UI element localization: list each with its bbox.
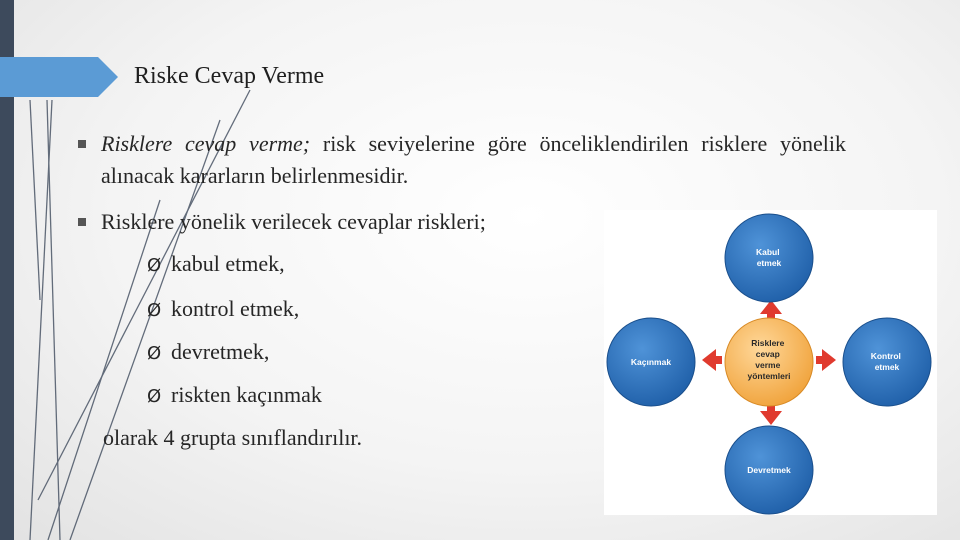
square-bullet-icon	[78, 218, 86, 226]
arrow-bullet-icon: Ø	[147, 386, 162, 407]
arrow-down-icon	[760, 405, 782, 425]
arrow-left-icon	[702, 349, 722, 371]
sub-item: Ø riskten kaçınmak	[147, 379, 322, 413]
responses-text: Risklere yönelik verilecek cevaplar riskleri;	[101, 209, 486, 234]
definition-text: risk seviyelerine göre önceliklendirilen risklere yönelik alınacak kararların belirlenmesidir.	[101, 131, 846, 188]
sub-item: Ø devretmek,	[147, 336, 269, 370]
svg-text:Kontrol etmek: Kontrol etmek	[870, 351, 901, 372]
arrow-bullet-icon: Ø	[147, 255, 162, 276]
slide-title: Riske Cevap Verme	[134, 63, 325, 89]
risk-response-diagram	[604, 210, 937, 515]
square-bullet-icon	[78, 140, 86, 148]
sub-item: Ø kabul etmek,	[147, 248, 285, 282]
arrow-right-icon	[816, 349, 836, 371]
sub-item: Ø kontrol etmek,	[147, 293, 299, 327]
arrow-up-icon	[760, 300, 782, 320]
closing-text: olarak 4 grupta sınıflandırılır.	[103, 425, 363, 450]
svg-text:Kaçınmak: Kaçınmak	[630, 357, 672, 367]
title-tab	[0, 57, 118, 97]
arrow-bullet-icon: Ø	[147, 343, 162, 364]
bullet-definition	[76, 128, 846, 192]
svg-text:Kabul etmek: Kabul etmek	[756, 247, 782, 268]
definition-lead: Risklere cevap verme;	[101, 131, 311, 156]
svg-text:Risklere cevap ver: Risklere cevap verme yöntemleri	[747, 338, 791, 381]
arrow-bullet-icon: Ø	[147, 300, 162, 321]
svg-text:Devretmek: Devretmek	[747, 465, 791, 475]
